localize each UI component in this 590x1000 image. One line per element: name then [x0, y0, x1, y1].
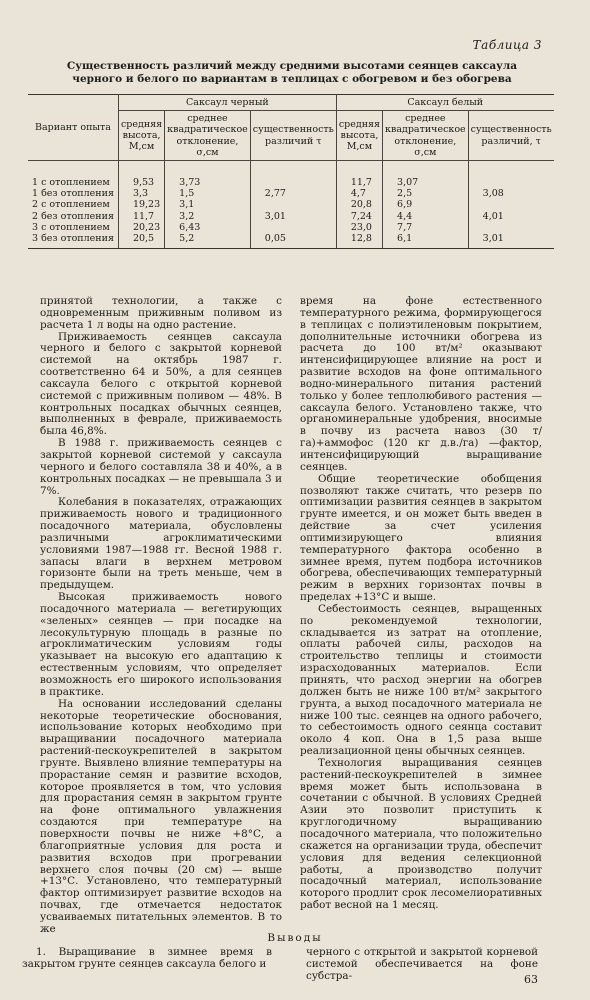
value-cell: 11,7	[336, 161, 382, 189]
value-cell: 6,43	[165, 222, 251, 233]
body-paragraph: Колебания в показателях, отражающих приживаемость нового и традиционного посадочного материала, обусловлены различными агроклиматическими условиями 1987—1988 гг. Весной 1988 г. запасы влаги в верхнем метровом горизонте были на треть меньше, чем в предыдущем.	[40, 496, 282, 592]
body-paragraph: Приживаемость сеянцев саксаула черного и белого с закрытой корневой системой на октябрь 1987 г. соответственно 64 и 50%, а для сеянцев саксаула белого с открытой корневой системой с приживным поливом — 48%. В контрольных посадках обычных сеянцев, выполненных в феврале, приживаемость была 46,8%.	[40, 330, 282, 438]
variant-cell: 3 без отопления	[28, 233, 118, 249]
value-cell: 4,4	[383, 211, 469, 222]
value-cell: 2,5	[383, 188, 469, 199]
variant-cell: 1 с отоплением	[32, 177, 110, 189]
table-number-label: Таблица 3	[472, 38, 542, 52]
left-text-column	[40, 296, 282, 936]
value-cell: 3,73	[165, 161, 251, 189]
value-cell	[250, 161, 336, 189]
conclusion-paragraph: черного с открытой и закрытой корневой системой обеспечивается на фоне субстра-	[306, 946, 538, 982]
page-number: 63	[524, 973, 538, 986]
value-cell: 6,1	[383, 233, 469, 249]
value-cell: 6,9	[383, 199, 469, 210]
value-cell	[468, 222, 554, 233]
black-saxaul-group-header: Саксаул черный	[118, 95, 336, 111]
value-cell: 19,23	[118, 199, 164, 210]
value-cell: 3,3	[118, 188, 164, 199]
table-row	[28, 211, 554, 222]
body-paragraph: В 1988 г. приживаемость сеянцев с закрытой корневой системой у саксаула черного и белого составляла 38 и 40%, а в контрольных посадках — не превышала 3 и 7%.	[40, 437, 282, 497]
mean-height-header: средняя высота, М,см	[118, 111, 164, 161]
value-cell: 20,23	[118, 222, 164, 233]
value-cell: 7,7	[383, 222, 469, 233]
table-row	[28, 188, 554, 199]
significance-header: существенность различий, τ	[468, 111, 554, 161]
table-row	[28, 199, 554, 210]
body-paragraph: принятой технологии, а также с одновременным приживным поливом из расчета 1 л воды на одно растение.	[40, 295, 282, 331]
value-cell: 3,01	[468, 233, 554, 249]
value-cell: 1,5	[165, 188, 251, 199]
conclusions-right-column	[306, 947, 538, 983]
conclusions-heading: Выводы	[267, 932, 323, 944]
value-cell	[468, 199, 554, 210]
value-cell: 4,01	[468, 211, 554, 222]
value-cell: 2,77	[250, 188, 336, 199]
conclusion-paragraph: 1. Выращивание в зимнее время в закрытом грунте сеянцев саксаула белого и	[22, 946, 272, 970]
value-cell: 4,7	[336, 188, 382, 199]
value-cell: 7,24	[336, 211, 382, 222]
variant-column-header: Вариант опыта	[28, 95, 118, 161]
value-cell: 20,5	[118, 233, 164, 249]
body-paragraph: Высокая приживаемость нового посадочного материала — вегетирующих «зеленых» сеянцев — при посадке на лесокультурную площадь в разные по агроклиматическим условиям годы указывает на высокую его адаптацию к естественным условиям, что определяет возможность его широкого использования в практике.	[40, 591, 282, 698]
body-paragraph: Общие теоретические обобщения позволяют также считать, что резерв по оптимизации развития сеянцев в закрытом грунте имеется, и он может быть введен в действие за счет усиления оптимизирующего влияния температурного фактора особенно в зимнее время, путем подбора источников обогрева, обеспечивающих температурный режим в верхних горизонтах почвы в пределах +13°С и выше.	[300, 472, 542, 604]
value-cell: 3,07	[383, 161, 469, 189]
table-row	[28, 222, 554, 233]
variant-cell: 1 без отопления	[32, 188, 114, 200]
mean-height-header: средняя высота, М,см	[336, 111, 382, 161]
value-cell: 9,53	[118, 161, 164, 189]
variant-cell: 2 без отопления	[32, 210, 114, 222]
body-paragraph: время на фоне естественного температурного режима, формирующегося в теплицах с полиэтиленовым покрытием, дополнительные источники обогрева из расчета до 100 вт/м² оказывают интенсифицирующее влияние на рост и развитие всходов на фоне оптимального водно-минерального питания растений только у более теплолюбивого растения — саксаула белого. Установлено также, что органоминеральные удобрения, вносимые в почву из расчета навоз (30 т/га)+аммофос (120 кг д.в./га) —фактор, интенсифицирующий выращивание сеянцев.	[300, 295, 542, 473]
value-cell: 11,7	[118, 211, 164, 222]
body-paragraph: Технология выращивания сеянцев растений-пескоукрепителей в зимнее время может быть использована в сочетании с обычной. В условиях Средней Азии это позволит приступить к круглогодичному выращиванию посадочного материала, что положительно скажется на организации труда, обеспечит условия для ведения селекционной работы, а производство получит посадочный материал, использование которого продлит срок лесомелиоративных работ весной на 1 месяц.	[300, 756, 542, 912]
value-cell: 3,1	[165, 199, 251, 210]
significance-header: существенность различий τ	[250, 111, 336, 161]
value-cell: 0,05	[250, 233, 336, 249]
std-deviation-header: среднее квадратическое отклонение, σ,см	[165, 111, 251, 161]
white-saxaul-group-header: Саксаул белый	[336, 95, 553, 111]
value-cell: 3,2	[165, 211, 251, 222]
value-cell: 20,8	[336, 199, 382, 210]
value-cell: 23,0	[336, 222, 382, 233]
variant-cell: 3 с отоплением	[32, 221, 110, 233]
value-cell: 3,08	[468, 188, 554, 199]
value-cell: 5,2	[165, 233, 251, 249]
body-paragraph: На основании исследований сделаны некоторые теоретические обоснования, использование которых необходимо при выращивании посадочного материала растений-пескоукрепителей в закрытом грунте. Выявлено влияние температуры на прорастание семян и развитие всходов, которое проявляется в том, что условия для прорастания семян в закрытом грунте на фоне оптимального увлажнения создаются при температуре на поверхности почвы не ниже +8°С, а благоприятные условия для роста и развития всходов при прогревании верхнего слоя почвы (20 см) — выше +13°С. Установлено, что температурный фактор оптимизирует развитие всходов на почвах, где отмечается недостаток усваиваемых питательных элементов. В то же	[40, 697, 282, 935]
value-cell	[250, 222, 336, 233]
table-row	[28, 233, 554, 249]
comparison-table	[28, 94, 554, 249]
conclusions-left-column	[22, 947, 272, 971]
value-cell: 3,01	[250, 211, 336, 222]
table-title: Существенность различий между средними высотами сеянцев саксаула черного и белого по вариантам в теплицах с обогревом и без обогрева	[66, 60, 518, 85]
variant-cell: 2 с отоплением	[32, 199, 110, 211]
std-deviation-header: среднее квадратическое отклонение, σ,см	[383, 111, 469, 161]
value-cell	[468, 161, 554, 189]
body-paragraph: Себестоимость сеянцев, выращенных по рекомендуемой технологии, складывается из затрат на отопление, оплаты рабочей силы, расходов на строительство теплицы и стоимости израсходованных материалов. Если принять, что расход энергии на обогрев должен быть не ниже 100 вт/м² закрытого грунта, а выход посадочного материала не ниже 100 тыс. сеянцев на одного рабочего, то себестоимость одного сеянца составит около 4 коп. Она в 1,5 раза выше реализационной цены обычных сеянцев.	[300, 602, 542, 758]
table-row	[28, 161, 554, 189]
value-cell: 12,8	[336, 233, 382, 249]
right-text-column	[300, 296, 542, 912]
value-cell	[250, 199, 336, 210]
